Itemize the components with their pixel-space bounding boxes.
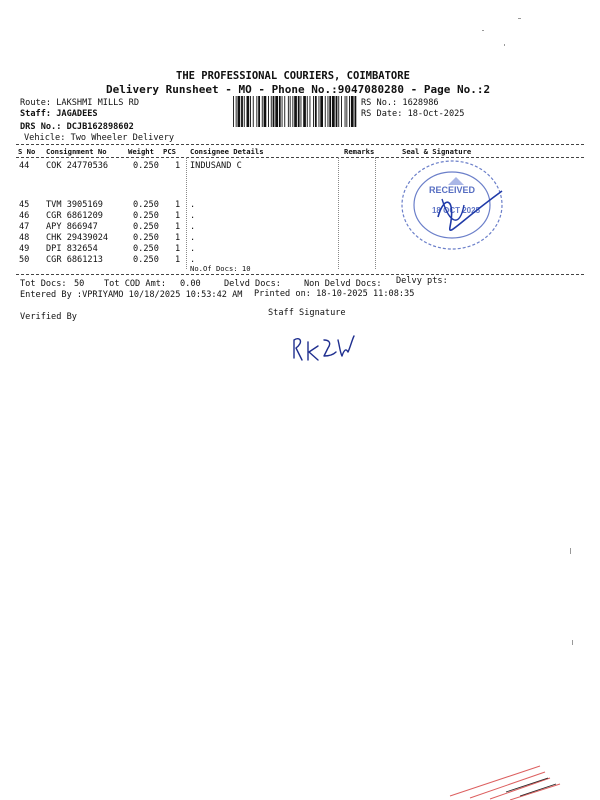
staff-text: Staff: JAGADEES: [20, 109, 98, 119]
row-pcs: 1: [175, 233, 181, 243]
row-consignment: CGR 6861209: [46, 211, 103, 221]
delvd-docs-label: Delvd Docs:: [224, 279, 281, 289]
row-sno: 45: [19, 200, 30, 210]
row-weight: 0.250: [133, 211, 159, 221]
row-pcs: 1: [175, 222, 181, 232]
row-consignee: .: [190, 255, 196, 265]
row-consignee: INDUSAND C: [190, 161, 242, 171]
col-seal: Seal & Signature: [402, 147, 472, 156]
col-remarks: Remarks: [344, 147, 375, 156]
col-consignee: Consignee Details: [190, 147, 264, 156]
row-consignment: TVM 3905169: [46, 200, 103, 210]
no-of-docs: No.Of Docs: 10: [190, 264, 251, 273]
row-weight: 0.250: [133, 222, 159, 232]
row-weight: 0.250: [133, 161, 159, 171]
row-weight: 0.250: [133, 233, 159, 243]
row-sno: 50: [19, 255, 30, 265]
printed-on: Printed on: 18-10-2025 11:08:35: [254, 289, 415, 299]
row-consignment: CHK 29439024: [46, 233, 109, 243]
tot-docs-value: 50: [74, 279, 85, 289]
row-consignee: .: [190, 211, 196, 221]
row-consignee: .: [190, 233, 196, 243]
row-consignee: .: [190, 244, 196, 254]
row-consignment: DPI 832654: [46, 244, 98, 254]
col-pcs: PCS: [163, 147, 176, 156]
row-sno: 44: [19, 161, 30, 171]
cod-value: 0.00: [180, 279, 201, 289]
row-consignment: COK 24770536: [46, 161, 109, 171]
row-sno: 49: [19, 244, 30, 254]
rs-date: RS Date: 18-Oct-2025: [361, 109, 465, 119]
row-consignment: APY 866947: [46, 222, 98, 232]
row-pcs: 1: [175, 161, 181, 171]
row-consignee: .: [190, 222, 196, 232]
runsheet-subtitle: Delivery Runsheet - MO - Phone No.:9047080280 - Page No.:2: [106, 83, 491, 96]
verified-by-label: Verified By: [20, 312, 77, 322]
row-weight: 0.250: [133, 244, 159, 254]
row-pcs: 1: [175, 211, 181, 221]
row-consignment: CGR 6861213: [46, 255, 103, 265]
non-delvd-docs-label: Non Delvd Docs:: [304, 279, 382, 289]
rs-number: RS No.: 1628986: [361, 98, 439, 108]
tot-docs-label: Tot Docs:: [20, 279, 67, 289]
col-consignment: Consignment No: [46, 147, 107, 156]
drs-number: DRS No.: DCJB162898602: [20, 122, 134, 132]
row-pcs: 1: [175, 200, 181, 210]
row-sno: 46: [19, 211, 30, 221]
stamp-date: 18 OCT 2025: [431, 206, 481, 215]
row-consignee: .: [190, 200, 196, 210]
row-pcs: 1: [175, 255, 181, 265]
route-text: Route: LAKSHMI MILLS RD: [20, 98, 139, 108]
stamp-text: RECEIVED: [428, 185, 476, 195]
row-weight: 0.250: [133, 255, 159, 265]
row-weight: 0.250: [133, 200, 159, 210]
delvy-pts-label: Delvy pts:: [396, 276, 448, 286]
company-title: THE PROFESSIONAL COURIERS, COIMBATORE: [176, 70, 410, 82]
col-sno: S No: [18, 147, 36, 156]
staff-signature-label: Staff Signature: [268, 308, 346, 318]
cod-label: Tot COD Amt:: [104, 279, 167, 289]
row-pcs: 1: [175, 244, 181, 254]
entered-by: Entered By :VPRIYAMO 10/18/2025 10:53:42 AM: [20, 290, 243, 300]
col-weight: Weight: [128, 147, 154, 156]
vehicle-text: Vehicle: Two Wheeler Delivery: [24, 133, 175, 143]
row-sno: 48: [19, 233, 30, 243]
row-sno: 47: [19, 222, 30, 232]
